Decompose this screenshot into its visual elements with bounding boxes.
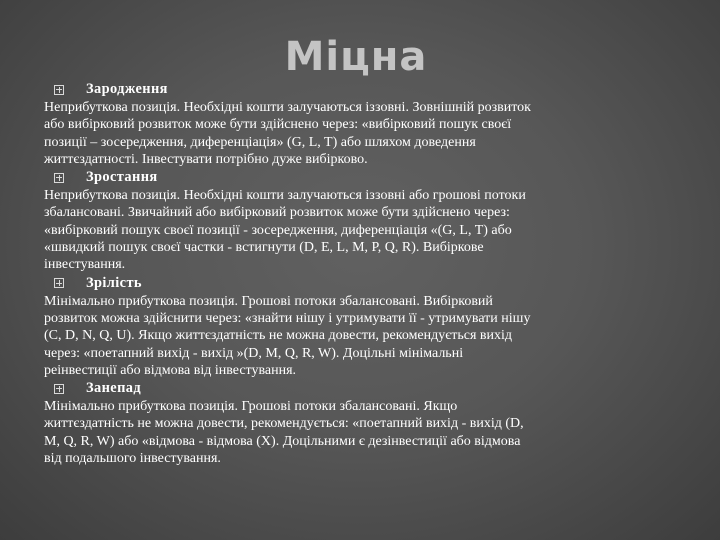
slide-content (44, 80, 684, 467)
body-line: розвиток можна здійснити через: «знайти нішу і утримувати її - утримувати нішу (44, 310, 531, 326)
checkbox-bullet-icon (54, 85, 64, 95)
body-line: (C, D, N, Q, U). Якщо життєздатність не можна довести, рекомендується вихід (44, 328, 513, 344)
section-heading-text: Зрілість (86, 274, 142, 291)
body-line: Неприбуткова позиція. Необхідні кошти залучаються іззовні. Зовнішній розвиток (44, 100, 531, 115)
body-line: або вибірковий розвиток може бути здійснено через: «вибірковий пошук своєї (44, 117, 512, 133)
body-line: через: «поетапний вихід - вихід »(D, M, Q, R, W). Доцільні мінімальні (44, 345, 464, 361)
body-line: Мінімально прибуткова позиція. Грошові потоки збалансовані. Якщо (44, 399, 458, 415)
body-line: реінвестиції або відмова від інвестування. (44, 362, 297, 378)
section-heading (44, 80, 684, 99)
section-decline (44, 379, 684, 467)
body-line: «вибірковий пошук своєї позиції - зосередження, диференціація «(G, L, T) або (44, 222, 512, 238)
body-line: життєздатність не можна довести, рекомендується: «поетапний вихід - вихід (D, (44, 416, 524, 432)
section-growth (44, 168, 684, 273)
body-line: Мінімально прибуткова позиція. Грошові потоки збалансовані. Вибірковий (44, 293, 493, 309)
section-heading (44, 168, 684, 187)
body-line: життєздатності. Інвестувати потрібно дуже вибірково. (44, 151, 368, 167)
body-line: «швидкий пошук своєї частки - встигнути (D, E, L, M, P, Q, R). Вибіркове (44, 240, 484, 256)
checkbox-bullet-icon (54, 278, 64, 288)
body-line: Неприбуткова позиція. Необхідні кошти залучаються іззовні або грошові потоки (44, 188, 526, 204)
checkbox-bullet-icon (54, 173, 64, 183)
section-maturity (44, 274, 684, 379)
body-line: від подальшого інвестування. (44, 451, 221, 467)
section-heading (44, 274, 684, 293)
section-heading-text: Зростання (86, 169, 158, 186)
body-line: збалансовані. Звичайний або вибірковий розвиток може бути здійснено через: (44, 205, 510, 221)
body-line: M, Q, R, W) або «відмова - відмова (X). Доцільними є дезінвестиції або відмова (44, 433, 521, 449)
section-heading (44, 379, 684, 398)
body-line: позиції – зосередження, диференціація» (G, L, T) або шляхом доведення (44, 134, 476, 150)
section-heading-text: Занепад (86, 380, 142, 397)
slide-title: Міцна (284, 34, 428, 80)
section-birth (44, 80, 684, 168)
section-heading-text: Зародження (86, 81, 168, 97)
checkbox-bullet-icon (54, 384, 64, 394)
body-line: інвестування. (44, 257, 126, 273)
